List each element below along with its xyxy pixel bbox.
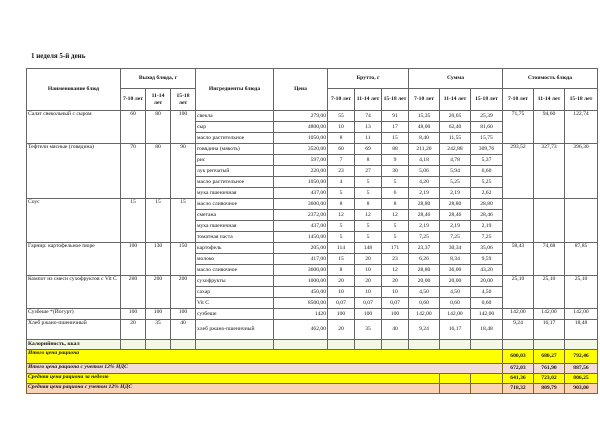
header-age-cost-2: 15-18 лет	[565, 89, 598, 111]
calories-cell	[382, 340, 409, 350]
dish-yield: 100	[171, 111, 196, 144]
ingredient-sum: 18,48	[471, 320, 503, 340]
ingredient-sum: 11,55	[440, 133, 471, 144]
header-age-yield-0: 7-10 лет	[121, 89, 146, 111]
ingredient-brutto: 8	[355, 199, 382, 210]
dish-cost: 293,52	[503, 144, 534, 199]
total-empty	[440, 384, 471, 394]
dish-yield: 40	[171, 320, 196, 340]
calories-cell	[328, 340, 355, 350]
ingredient-sum: 2,19	[471, 221, 503, 232]
calories-cell	[196, 340, 274, 350]
ingredient-brutto: 20	[355, 276, 382, 287]
total-row	[27, 374, 598, 384]
dish-yield: 90	[171, 144, 196, 199]
ingredient-brutto: 23	[382, 254, 409, 265]
ingredient-sum: 2,19	[440, 221, 471, 232]
ingredient-brutto: 20	[328, 320, 355, 340]
ingredient-sum: 35,06	[471, 243, 503, 254]
ingredient-brutto: 0,07	[328, 298, 355, 309]
calories-row	[27, 340, 598, 350]
ingredient-sum: 5,06	[409, 166, 440, 177]
total-value: 806,25	[565, 374, 598, 384]
total-label: Итого цена рациона	[27, 350, 503, 364]
ingredient-sum: 142,00	[471, 309, 503, 320]
ingredient-brutto: 5	[382, 221, 409, 232]
calories-cell	[503, 340, 534, 350]
dish-yield: 15	[121, 199, 146, 243]
dish-yield: 150	[171, 243, 196, 276]
ingredient-price: 417,00	[274, 254, 328, 265]
ingredient-brutto: 0,07	[355, 298, 382, 309]
ingredient-name: свекла	[196, 111, 274, 122]
ingredient-name: масло сливочное	[196, 265, 274, 276]
ingredient-brutto: 27	[355, 166, 382, 177]
ingredient-price: 597,00	[274, 155, 328, 166]
ingredient-brutto: 23	[328, 166, 355, 177]
ingredient-brutto: 5	[382, 177, 409, 188]
ingredient-brutto: 8	[328, 133, 355, 144]
ingredient-price: 279,00	[274, 111, 328, 122]
ingredient-sum: 36,00	[440, 265, 471, 276]
ingredient-name: масло растительное	[196, 177, 274, 188]
ingredient-sum: 43,20	[471, 265, 503, 276]
ingredient-sum: 211,20	[409, 144, 440, 155]
ingredient-sum: 20,00	[409, 276, 440, 287]
ingredient-sum: 142,00	[409, 309, 440, 320]
ingredient-sum: 0,60	[409, 298, 440, 309]
ingredient-price: 205,00	[274, 243, 328, 254]
ingredient-price: 1420	[274, 309, 328, 320]
ingredient-sum: 5,94	[440, 166, 471, 177]
ingredient-brutto: 8	[328, 199, 355, 210]
ingredient-name: сузбеше	[196, 309, 274, 320]
dish-cost: 25,10	[565, 276, 598, 309]
header-age-yield-1: 11-14 лет	[146, 89, 171, 111]
ingredient-brutto: 5	[328, 232, 355, 243]
ingredient-brutto: 74	[355, 111, 382, 122]
dish-cost: 18,48	[565, 320, 598, 340]
dish-yield: 35	[146, 320, 171, 340]
ingredient-sum: 62,40	[440, 122, 471, 133]
ingredient-sum: 15,35	[409, 111, 440, 122]
header-age-brutto-0: 7-10 лет	[328, 89, 355, 111]
ingredient-sum: 7,25	[440, 232, 471, 243]
ingredient-name: сахар	[196, 287, 274, 298]
calories-cell	[171, 340, 196, 350]
dish-cost: 142,00	[503, 309, 534, 320]
ingredient-name: Vit C	[196, 298, 274, 309]
header-brutto: Брутто, г	[328, 69, 409, 89]
ingredient-sum: 7,25	[471, 232, 503, 243]
table-row	[27, 309, 598, 320]
ingredient-price: 8500,00	[274, 298, 328, 309]
dish-cost: 25,10	[534, 276, 565, 309]
total-value: 672,03	[503, 364, 534, 374]
ingredient-sum: 4,50	[471, 287, 503, 298]
ingredient-brutto: 20	[328, 276, 355, 287]
total-row	[27, 384, 598, 394]
total-value: 887,56	[565, 364, 598, 374]
calories-cell	[409, 340, 440, 350]
dish-cost: 94,60	[534, 111, 565, 144]
dish-name: Салат свекольный с сыром	[27, 111, 121, 144]
ingredient-sum: 4,18	[409, 155, 440, 166]
total-value: 903,00	[565, 384, 598, 394]
ingredient-name: томатная паста	[196, 232, 274, 243]
ingredient-sum: 15,75	[471, 133, 503, 144]
ingredient-brutto: 5	[355, 188, 382, 199]
ingredient-sum: 4,20	[409, 177, 440, 188]
dish-yield: 100	[121, 243, 146, 276]
dish-yield: 20	[121, 320, 146, 340]
ingredient-name: лук репчатый	[196, 166, 274, 177]
total-value: 718,32	[503, 384, 534, 394]
ingredient-brutto: 12	[382, 210, 409, 221]
ingredient-sum: 16,17	[440, 320, 471, 340]
ingredient-brutto: 88	[382, 144, 409, 155]
ingredient-sum: 5,25	[471, 177, 503, 188]
ingredient-sum: 2,19	[409, 221, 440, 232]
ingredient-price: 3600,00	[274, 265, 328, 276]
dish-yield: 200	[121, 276, 146, 309]
dish-name: Соус	[27, 199, 121, 243]
ingredient-sum: 5,37	[471, 155, 503, 166]
dish-cost: 396,30	[565, 144, 598, 199]
dish-name: Хлеб ржано-пшеничный	[27, 320, 121, 340]
ingredient-brutto: 148	[355, 243, 382, 254]
ingredient-brutto: 60	[328, 144, 355, 155]
ingredient-price: 437,00	[274, 221, 328, 232]
ingredient-price: 220,00	[274, 166, 328, 177]
ingredient-name: сметана	[196, 210, 274, 221]
ingredient-name: говядина (мякоть)	[196, 144, 274, 155]
dish-cost: 25,10	[503, 276, 534, 309]
header-age-cost-0: 7-10 лет	[503, 89, 534, 111]
ingredient-name: мука пшеничная	[196, 188, 274, 199]
ingredient-sum: 28,46	[471, 210, 503, 221]
ingredient-name: молоко	[196, 254, 274, 265]
header-ingredients: Ингредиенты блюда	[196, 69, 274, 111]
header-dish-name: Наименование блюд	[27, 69, 121, 111]
ingredient-brutto: 5	[328, 188, 355, 199]
ingredient-price: 1050,00	[274, 177, 328, 188]
dish-yield: 200	[171, 276, 196, 309]
ingredient-name: сухофрукты	[196, 276, 274, 287]
ingredient-brutto: 12	[355, 210, 382, 221]
dish-yield: 60	[121, 111, 146, 144]
dish-cost	[534, 199, 565, 243]
calories-cell	[565, 340, 598, 350]
ingredient-name: рис	[196, 155, 274, 166]
total-empty	[440, 374, 471, 384]
dish-yield: 130	[146, 243, 171, 276]
total-value: 680,27	[534, 350, 565, 364]
total-row	[27, 350, 598, 364]
total-value: 600,03	[503, 350, 534, 364]
table-row	[27, 320, 598, 340]
ingredient-price: 2372,00	[274, 210, 328, 221]
ingredient-brutto: 5	[355, 221, 382, 232]
menu-cost-table	[26, 68, 598, 394]
dish-yield: 15	[146, 199, 171, 243]
ingredient-name: хлеб ржано-пшеничный	[196, 320, 274, 340]
dish-cost: 122,74	[565, 111, 598, 144]
ingredient-sum: 242,88	[440, 144, 471, 155]
ingredient-brutto: 10	[382, 287, 409, 298]
ingredient-brutto: 5	[355, 177, 382, 188]
ingredient-sum: 0,60	[440, 298, 471, 309]
header-age-cost-1: 11-14 лет	[534, 89, 565, 111]
ingredient-brutto: 6	[382, 188, 409, 199]
total-empty	[471, 374, 503, 384]
ingredient-sum: 20,00	[440, 276, 471, 287]
header-age-sum-1: 11-14 лет	[440, 89, 471, 111]
ingredient-brutto: 8	[355, 155, 382, 166]
ingredient-sum: 28,80	[471, 199, 503, 210]
ingredient-name: масло растительное	[196, 133, 274, 144]
ingredient-price: 1000,00	[274, 276, 328, 287]
dish-cost	[565, 199, 598, 243]
calories-cell	[471, 340, 503, 350]
ingredient-brutto: 10	[355, 265, 382, 276]
ingredient-sum: 23,37	[409, 243, 440, 254]
ingredient-brutto: 5	[355, 232, 382, 243]
dish-cost: 142,00	[565, 309, 598, 320]
total-value: 723,02	[534, 374, 565, 384]
ingredient-brutto: 7	[328, 155, 355, 166]
ingredient-sum: 8,40	[409, 133, 440, 144]
dish-cost: 87,85	[565, 243, 598, 276]
ingredient-sum: 9,59	[471, 254, 503, 265]
ingredient-sum: 4,78	[440, 155, 471, 166]
ingredient-brutto: 91	[382, 111, 409, 122]
ingredient-brutto: 69	[355, 144, 382, 155]
ingredient-sum: 7,25	[409, 232, 440, 243]
table-row	[27, 111, 598, 122]
ingredient-name: мука пшеничная	[196, 221, 274, 232]
ingredient-price: 4800,00	[274, 122, 328, 133]
table-row	[27, 276, 598, 287]
ingredient-sum: 28,80	[440, 199, 471, 210]
ingredient-sum: 2,19	[409, 188, 440, 199]
dish-name: Сузбеше *(Йогурт)	[27, 309, 121, 320]
header-dish-cost: Стоимость блюда	[503, 69, 598, 89]
ingredient-price: 462,00	[274, 320, 328, 340]
ingredient-sum: 20,65	[440, 111, 471, 122]
ingredient-sum: 309,76	[471, 144, 503, 155]
ingredient-brutto: 20	[355, 254, 382, 265]
ingredient-sum: 6,26	[409, 254, 440, 265]
ingredient-brutto: 100	[328, 309, 355, 320]
ingredient-brutto: 9	[382, 155, 409, 166]
ingredient-sum: 28,46	[409, 210, 440, 221]
ingredient-brutto: 17	[382, 122, 409, 133]
ingredient-brutto: 171	[382, 243, 409, 254]
calories-cell	[355, 340, 382, 350]
ingredient-brutto: 100	[355, 309, 382, 320]
total-label: Средняя цена рациона за неделю	[27, 374, 440, 384]
dish-yield: 100	[171, 309, 196, 320]
dish-cost: 71,75	[503, 111, 534, 144]
ingredient-brutto: 10	[328, 287, 355, 298]
calories-label: Калорийность, ккал	[27, 340, 121, 350]
ingredient-brutto: 12	[328, 210, 355, 221]
dish-yield: 80	[146, 144, 171, 199]
ingredient-sum: 2,19	[440, 188, 471, 199]
ingredient-brutto: 8	[382, 199, 409, 210]
header-age-sum-0: 7-10 лет	[409, 89, 440, 111]
ingredient-sum: 2,62	[471, 188, 503, 199]
dish-yield: 200	[146, 276, 171, 309]
ingredient-brutto: 40	[382, 320, 409, 340]
ingredient-brutto: 10	[355, 287, 382, 298]
ingredient-brutto: 114	[328, 243, 355, 254]
calories-cell	[534, 340, 565, 350]
ingredient-price: 1050,00	[274, 133, 328, 144]
ingredient-sum: 9,24	[409, 320, 440, 340]
dish-cost: 9,24	[503, 320, 534, 340]
ingredient-sum: 25,39	[471, 111, 503, 122]
ingredient-sum: 30,34	[440, 243, 471, 254]
dish-cost: 58,43	[503, 243, 534, 276]
ingredient-name: масло сливочное	[196, 199, 274, 210]
total-row	[27, 364, 598, 374]
total-label: Средняя цена рациона с учетом 12% НДС	[27, 384, 440, 394]
header-age-sum-2: 15-18 лет	[471, 89, 503, 111]
total-value: 761,90	[534, 364, 565, 374]
header-age-yield-2: 15-18 лет	[171, 89, 196, 111]
ingredient-name: картофель	[196, 243, 274, 254]
ingredient-price: 3520,00	[274, 144, 328, 155]
ingredient-price: 450,00	[274, 287, 328, 298]
ingredient-sum: 20,00	[471, 276, 503, 287]
calories-cell	[121, 340, 146, 350]
dish-cost: 16,17	[534, 320, 565, 340]
dish-yield: 100	[146, 309, 171, 320]
ingredient-sum: 4,50	[440, 287, 471, 298]
calories-cell	[440, 340, 471, 350]
calories-cell	[146, 340, 171, 350]
header-price: Цена	[274, 69, 328, 111]
total-value: 809,79	[534, 384, 565, 394]
header-age-brutto-1: 11-14 лет	[355, 89, 382, 111]
table-row	[27, 243, 598, 254]
ingredient-sum: 28,80	[409, 199, 440, 210]
total-value: 792,46	[565, 350, 598, 364]
ingredient-brutto: 5	[328, 221, 355, 232]
ingredient-name: сыр	[196, 122, 274, 133]
ingredient-brutto: 35	[355, 320, 382, 340]
ingredient-sum: 4,50	[409, 287, 440, 298]
ingredient-sum: 0,60	[471, 298, 503, 309]
dish-cost: 142,00	[534, 309, 565, 320]
ingredient-price: 1450,00	[274, 232, 328, 243]
ingredient-brutto: 11	[355, 133, 382, 144]
header-sum: Сумма	[409, 69, 503, 89]
table-row	[27, 199, 598, 210]
header-yield: Выход блюда, г	[121, 69, 196, 89]
dish-yield: 15	[171, 199, 196, 243]
ingredient-sum: 48,00	[409, 122, 440, 133]
ingredient-brutto: 13	[355, 122, 382, 133]
ingredient-sum: 28,46	[440, 210, 471, 221]
ingredient-sum: 5,25	[440, 177, 471, 188]
total-label: Итого цена рациона с учетом 12% НДС	[27, 364, 503, 374]
dish-name: Гарнир: картофельное пюре	[27, 243, 121, 276]
total-value: 641,36	[503, 374, 534, 384]
ingredient-sum: 28,80	[409, 265, 440, 276]
ingredient-brutto: 8	[328, 265, 355, 276]
dish-cost: 327,73	[534, 144, 565, 199]
ingredient-brutto: 15	[328, 254, 355, 265]
ingredient-brutto: 20	[382, 276, 409, 287]
ingredient-brutto: 4	[328, 177, 355, 188]
header-age-brutto-2: 15-18 лет	[382, 89, 409, 111]
ingredient-sum: 142,00	[440, 309, 471, 320]
ingredient-brutto: 30	[382, 166, 409, 177]
ingredient-price: 3600,00	[274, 199, 328, 210]
ingredient-brutto: 5	[382, 232, 409, 243]
dish-name: Компот из смеси сухофруктов с Vit C	[27, 276, 121, 309]
dish-yield: 100	[121, 309, 146, 320]
dish-cost: 74,68	[534, 243, 565, 276]
ingredient-brutto: 0,07	[382, 298, 409, 309]
ingredient-brutto: 12	[382, 265, 409, 276]
calories-cell	[274, 340, 328, 350]
ingredient-brutto: 10	[328, 122, 355, 133]
ingredient-sum: 8,34	[440, 254, 471, 265]
ingredient-brutto: 100	[382, 309, 409, 320]
dish-yield: 70	[121, 144, 146, 199]
dish-cost	[503, 199, 534, 243]
ingredient-price: 437,00	[274, 188, 328, 199]
dish-yield: 80	[146, 111, 171, 144]
total-empty	[471, 384, 503, 394]
ingredient-sum: 81,60	[471, 122, 503, 133]
page-title: 1 неделя 5-й день	[31, 52, 86, 60]
ingredient-brutto: 15	[382, 133, 409, 144]
table-row	[27, 144, 598, 155]
ingredient-brutto: 55	[328, 111, 355, 122]
dish-name: Тефтели мясные (говядина)	[27, 144, 121, 199]
ingredient-sum: 6,60	[471, 166, 503, 177]
